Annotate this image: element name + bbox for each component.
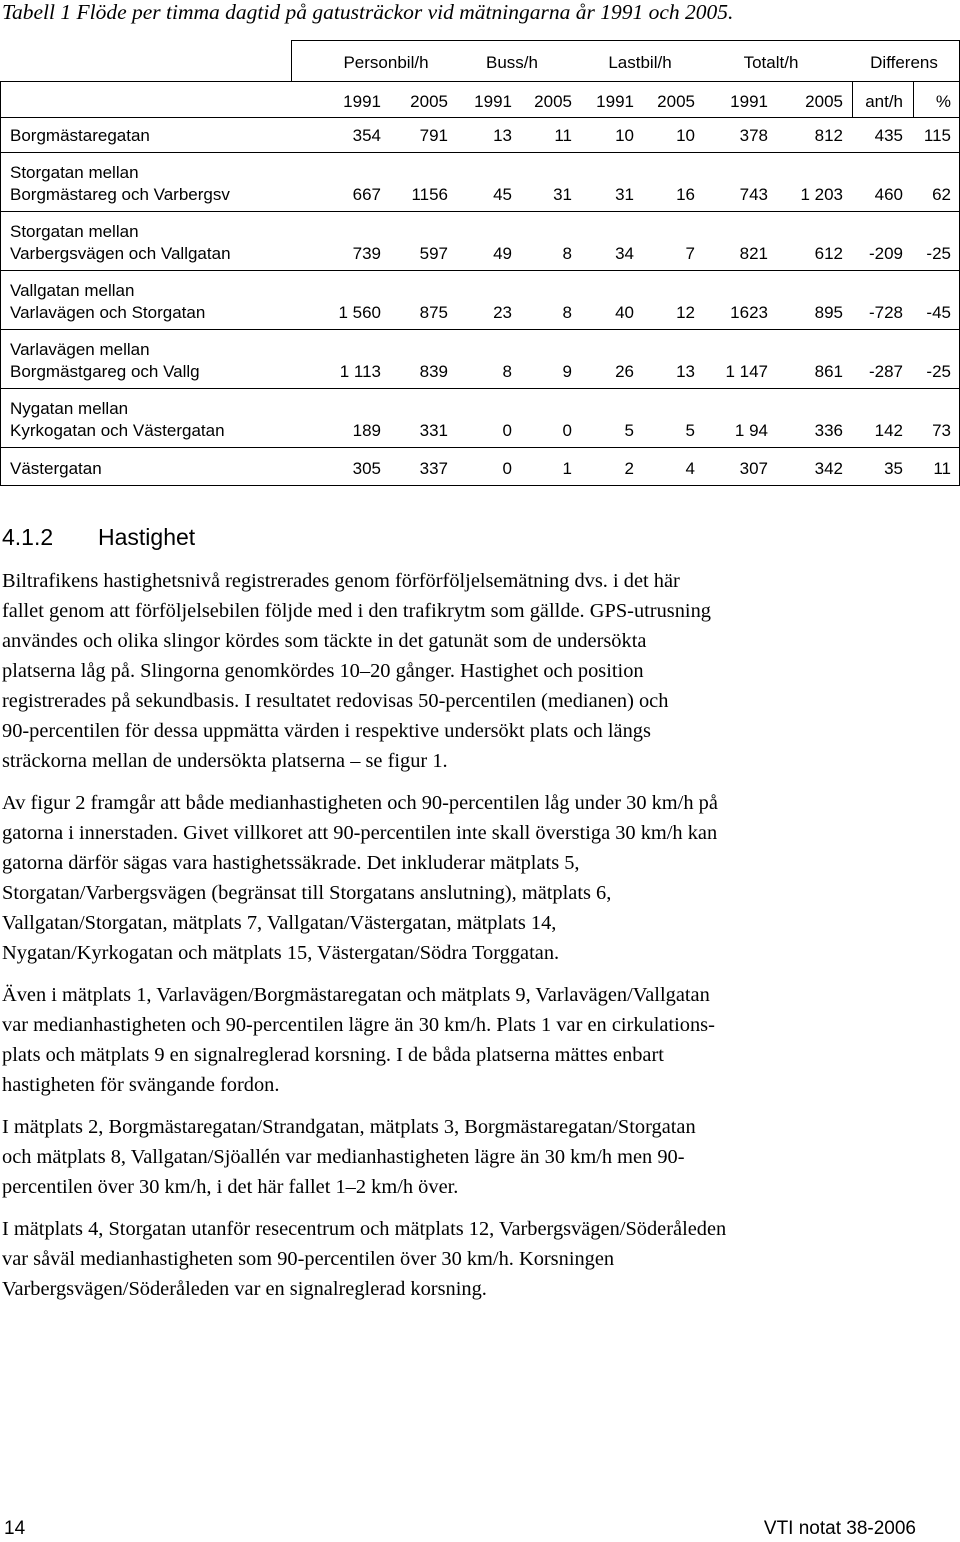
- table-cell: 1 203: [800, 185, 843, 204]
- table-rule: [0, 270, 960, 271]
- text-line: I mätplats 4, Storgatan utanför resecentrum och mätplats 12, Varbergsvägen/Söderåleden: [2, 1218, 727, 1240]
- table-rule: [291, 40, 292, 81]
- table-cell: 4: [685, 459, 695, 478]
- table-cell: -25: [926, 362, 951, 381]
- table-cell: 0: [562, 421, 572, 440]
- table-cell: 115: [923, 126, 951, 145]
- row-name: Storgatan mellan: [10, 163, 139, 182]
- text-line: Av figur 2 framgår att både medianhastigheten och 90-percentilen låg under 30 km/h på: [2, 792, 718, 814]
- table-cell: -728: [868, 303, 903, 322]
- table-cell: 1: [562, 459, 572, 478]
- table-cell: 31: [553, 185, 572, 204]
- text-line: och mätplats 8, Vallgatan/Sjöallén var medianhastigheten lägre än 30 km/h men 90-: [2, 1146, 685, 1168]
- paragraph: [2, 980, 957, 1100]
- row-name: Storgatan mellan: [10, 222, 139, 241]
- table-cell: 49: [493, 244, 512, 263]
- row-name: Kyrkogatan och Västergatan: [10, 421, 225, 440]
- column-group-header: Totalt/h: [743, 53, 799, 72]
- column-subheader: 2005: [534, 92, 572, 111]
- paragraph: [2, 566, 957, 776]
- table-cell: 8: [502, 362, 512, 381]
- row-name: Borgmästareg och Varbergsv: [10, 185, 230, 204]
- table-cell: 9: [562, 362, 572, 381]
- table-cell: 1156: [411, 185, 448, 204]
- table-cell: 8: [562, 244, 572, 263]
- page-number: 14: [4, 1518, 26, 1539]
- row-name: Vallgatan mellan: [10, 281, 135, 300]
- table-cell: 5: [624, 421, 634, 440]
- table-cell: 142: [874, 421, 903, 440]
- row-name: Västergatan: [10, 459, 102, 478]
- table-cell: 305: [352, 459, 381, 478]
- table-cell: 62: [932, 185, 951, 204]
- paragraph: [2, 1112, 957, 1202]
- table-cell: 13: [493, 126, 512, 145]
- table-cell: 8: [562, 303, 572, 322]
- column-group-header: Personbil/h: [343, 53, 429, 72]
- table-cell: 821: [739, 244, 768, 263]
- text-line: användes och olika slingor kördes som täckte in det gatunät som de undersökta: [2, 630, 647, 652]
- table-cell: 34: [615, 244, 634, 263]
- table-rule: [0, 485, 960, 486]
- table-rule: [0, 117, 960, 118]
- table-cell: 23: [493, 303, 512, 322]
- table-cell: 12: [676, 303, 695, 322]
- text-line: platserna låg på. Slingorna genomkördes 10–20 gånger. Hastighet och position: [2, 660, 644, 682]
- row-name: Varbergsvägen och Vallgatan: [10, 244, 231, 263]
- table-cell: 342: [814, 459, 843, 478]
- table-rule: [0, 81, 1, 486]
- table-cell: 189: [352, 421, 381, 440]
- text-line: 90-percentilen för dessa uppmätta värden i respektive undersökt plats och längs: [2, 720, 651, 742]
- table-cell: 667: [352, 185, 381, 204]
- table-cell: 354: [352, 126, 381, 145]
- table-cell: 1623: [730, 303, 768, 322]
- column-subheader: 2005: [805, 92, 843, 111]
- table-cell: -25: [926, 244, 951, 263]
- text-line: gatorna i innerstaden. Givet villkoret att 90-percentilen inte skall överstiga 30 km/h kan: [2, 822, 718, 844]
- row-name: Borgmästgareg och Vallg: [10, 362, 200, 381]
- table-cell: 336: [814, 421, 843, 440]
- text-line: hastigheten för svängande fordon.: [2, 1074, 280, 1096]
- body-text: [2, 566, 957, 1316]
- text-line: sträckorna mellan de undersökta platserna – se figur 1.: [2, 750, 448, 772]
- column-subheader: %: [935, 92, 951, 111]
- column-subheader: ant/h: [865, 92, 903, 111]
- table-cell: 812: [814, 126, 843, 145]
- section-heading: [2, 524, 195, 551]
- table-rule: [0, 388, 960, 389]
- table-cell: 45: [493, 185, 512, 204]
- table-cell: 460: [874, 185, 903, 204]
- table-cell: 10: [615, 126, 634, 145]
- column-subheader: 2005: [657, 92, 695, 111]
- row-name: Nygatan mellan: [10, 399, 129, 418]
- table-cell: 791: [419, 126, 448, 145]
- text-line: I mätplats 2, Borgmästaregatan/Strandgatan, mätplats 3, Borgmästaregatan/Storgatan: [2, 1116, 696, 1138]
- text-line: plats och mätplats 9 en signalreglerad korsning. I de båda platserna mättes enbart: [2, 1044, 664, 1066]
- column-subheader: 1991: [596, 92, 634, 111]
- row-name: Varlavägen mellan: [10, 340, 150, 359]
- text-line: registrerades på sekundbasis. I resultatet redovisas 50-percentilen (medianen) och: [2, 690, 669, 712]
- table-cell: 31: [615, 185, 634, 204]
- text-line: Även i mätplats 1, Varlavägen/Borgmästaregatan och mätplats 9, Varlavägen/Vallgatan: [2, 984, 710, 1006]
- table-cell: 11: [933, 459, 951, 478]
- table-cell: 743: [739, 185, 768, 204]
- text-line: fallet genom att förföljelsebilen följde med i den trafikrytm som gällde. GPS-utrusning: [2, 600, 711, 622]
- table-rule: [0, 152, 960, 153]
- column-group-header: Differens: [870, 53, 938, 72]
- table-rule: [0, 447, 960, 448]
- paragraph: [2, 788, 957, 968]
- text-line: Storgatan/Varbergsvägen (begränsat till Storgatans anslutning), mätplats 6,: [2, 882, 612, 904]
- column-subheader: 2005: [410, 92, 448, 111]
- section-title: Hastighet: [98, 524, 196, 550]
- table-cell: -209: [868, 244, 903, 263]
- table-cell: 875: [419, 303, 448, 322]
- table-cell: 1 147: [725, 362, 768, 381]
- text-line: percentilen över 30 km/h, i det här fallet 1–2 km/h över.: [2, 1176, 459, 1198]
- text-line: Biltrafikens hastighetsnivå registrerades genom förförföljelsemätning dvs. i det här: [2, 570, 680, 592]
- table-cell: 739: [352, 244, 381, 263]
- flow-table: [0, 40, 960, 486]
- table-cell: 11: [554, 126, 572, 145]
- table-cell: 73: [932, 421, 951, 440]
- table-cell: 2: [624, 459, 634, 478]
- text-line: gatorna därför sägas vara hastighetssäkrade. Det inkluderar mätplats 5,: [2, 852, 580, 874]
- text-line: Nygatan/Kyrkogatan och mätplats 15, Västergatan/Södra Torggatan.: [2, 942, 560, 964]
- report-id: VTI notat 38-2006: [763, 1518, 916, 1539]
- column-subheader: 1991: [730, 92, 768, 111]
- table-cell: 839: [419, 362, 448, 381]
- column-subheader: 1991: [474, 92, 512, 111]
- table-cell: 0: [502, 421, 512, 440]
- table-cell: 1 113: [339, 362, 381, 381]
- table-cell: 331: [419, 421, 448, 440]
- paragraph: [2, 1214, 957, 1304]
- table-cell: 5: [685, 421, 695, 440]
- table-cell: 1 560: [338, 303, 381, 322]
- column-subheader: 1991: [343, 92, 381, 111]
- table-rule: [0, 329, 960, 330]
- table-cell: 435: [874, 126, 903, 145]
- text-line: Vallgatan/Storgatan, mätplats 7, Vallgatan/Västergatan, mätplats 14,: [2, 912, 557, 934]
- table-cell: -45: [926, 303, 951, 322]
- table-rule: [0, 211, 960, 212]
- column-group-header: Lastbil/h: [608, 53, 672, 72]
- table-rule: [291, 40, 960, 41]
- table-cell: 7: [685, 244, 695, 263]
- table-cell: 337: [419, 459, 448, 478]
- table-cell: 10: [676, 126, 695, 145]
- table-cell: 612: [814, 244, 843, 263]
- table-cell: 307: [739, 459, 768, 478]
- text-line: var medianhastigheten och 90-percentilen lägre än 30 km/h. Plats 1 var en cirkulations-: [2, 1014, 715, 1036]
- table-caption: Tabell 1 Flöde per timma dagtid på gatusträckor vid mätningarna år 1991 och 2005.: [2, 0, 734, 24]
- row-name: Borgmästaregatan: [10, 126, 150, 145]
- section-number: 4.1.2: [2, 524, 54, 550]
- table-cell: 1 94: [734, 421, 768, 440]
- table-rule: [0, 81, 960, 82]
- table-cell: 40: [615, 303, 634, 322]
- table-cell: 16: [676, 185, 695, 204]
- table-cell: 597: [419, 244, 448, 263]
- table-cell: 13: [676, 362, 695, 381]
- row-name: Varlavägen och Storgatan: [10, 303, 206, 322]
- table-cell: 861: [814, 362, 843, 381]
- table-cell: 0: [502, 459, 512, 478]
- table-cell: -287: [868, 362, 903, 381]
- text-line: var såväl medianhastigheten som 90-percentilen över 30 km/h. Korsningen: [2, 1248, 615, 1270]
- table-cell: 378: [739, 126, 768, 145]
- table-cell: 35: [884, 459, 903, 478]
- table-cell: 26: [615, 362, 634, 381]
- column-group-header: Buss/h: [486, 53, 538, 72]
- text-line: Varbergsvägen/Söderåleden var en signalreglerad korsning.: [2, 1278, 487, 1300]
- table-cell: 895: [814, 303, 843, 322]
